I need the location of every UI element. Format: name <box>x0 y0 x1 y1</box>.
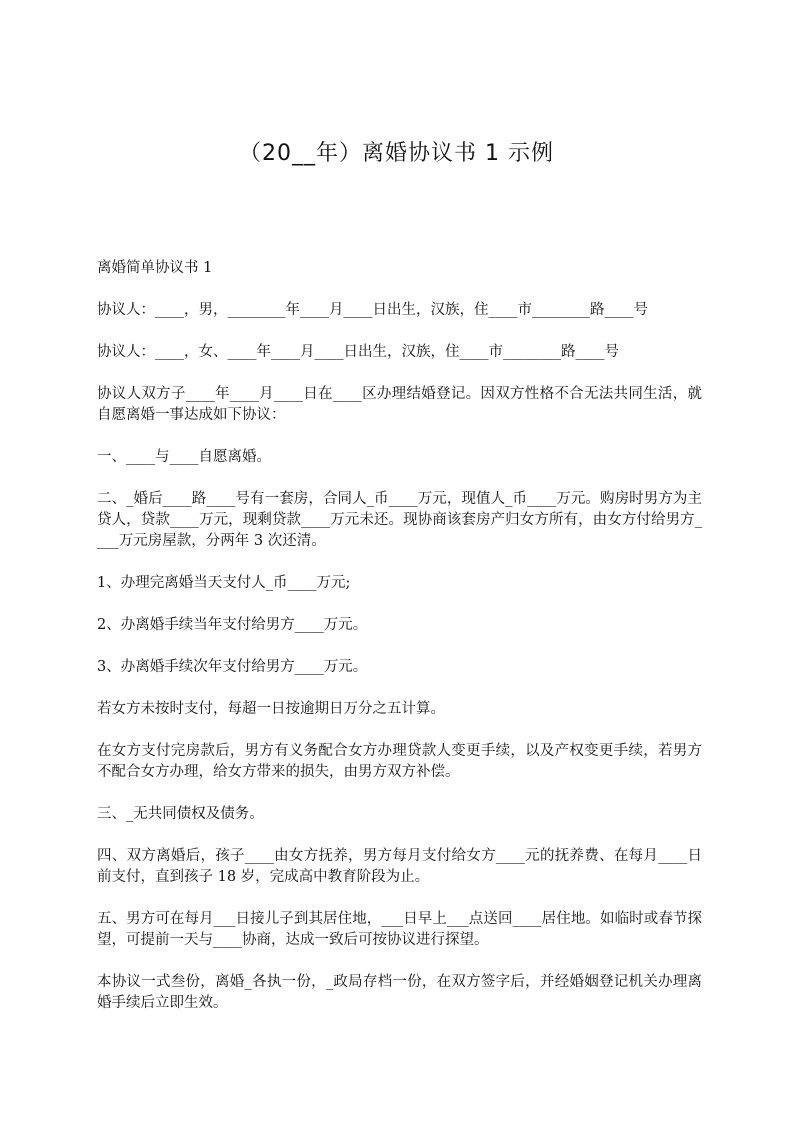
late-penalty: 若女方未按时支付，每超一日按逾期日万分之五计算。 <box>97 701 445 717</box>
closing-clause: 本协议一式叁份，离婚_各执一份，_政局存档一份，在双方签字后，并经婚姻登记机关办理离婚手续后立即生效。 <box>97 974 702 1011</box>
clause-1: 一、____与____自愿离婚。 <box>97 449 271 465</box>
payment-3: 3、办离婚手续次年支付给男方____万元。 <box>97 659 368 675</box>
document-body <box>97 258 702 1035</box>
clause-2: 二、_婚后____路____号有一套房，合同人_币____万元，现值人_币____万元。购房时男方为主贷人，贷款____万元，现剩贷款____万元未还。现协商该套房产归女方所有，由女方付给男方____万元房屋款，分两年 3 次还清。 <box>97 491 702 549</box>
clause-5: 五、男方可在每月___日接儿子到其居住地，___日早上___点送回____居住地。如临时或春节探望，可提前一天与____协商，达成一致后可按协议进行探望。 <box>97 911 702 948</box>
payment-2: 2、办离婚手续当年支付给男方____万元。 <box>97 617 368 633</box>
clause-4: 四、双方离婚后，孩子____由女方抚养，男方每月支付给女方____元的抚养费、在每月____日前支付，直到孩子 18 岁，完成高中教育阶段为止。 <box>97 848 702 885</box>
party-male: 协议人：____，男，________年____月____日出生，汉族，住____市________路____号 <box>97 302 648 318</box>
doc-subtitle: 离婚简单协议书 1 <box>97 260 213 276</box>
payment-1: 1、办理完离婚当天支付人_币____万元; <box>97 575 351 591</box>
marriage-registration: 协议人双方子____年____月____日在____区办理结婚登记。因双方性格不合无法共同生活，就自愿离婚一事达成如下协议： <box>97 386 702 423</box>
loan-transfer: 在女方支付完房款后，男方有义务配合女方办理贷款人变更手续，以及产权变更手续，若男方不配合女方办理，给女方带来的损失，由男方双方补偿。 <box>97 743 702 780</box>
party-female: 协议人：____，女、____年____月____日出生，汉族，住____市________路____号 <box>97 344 619 360</box>
clause-3: 三、_无共同债权及债务。 <box>97 806 264 822</box>
document-title: （20__年）离婚协议书 1 示例 <box>239 141 554 166</box>
